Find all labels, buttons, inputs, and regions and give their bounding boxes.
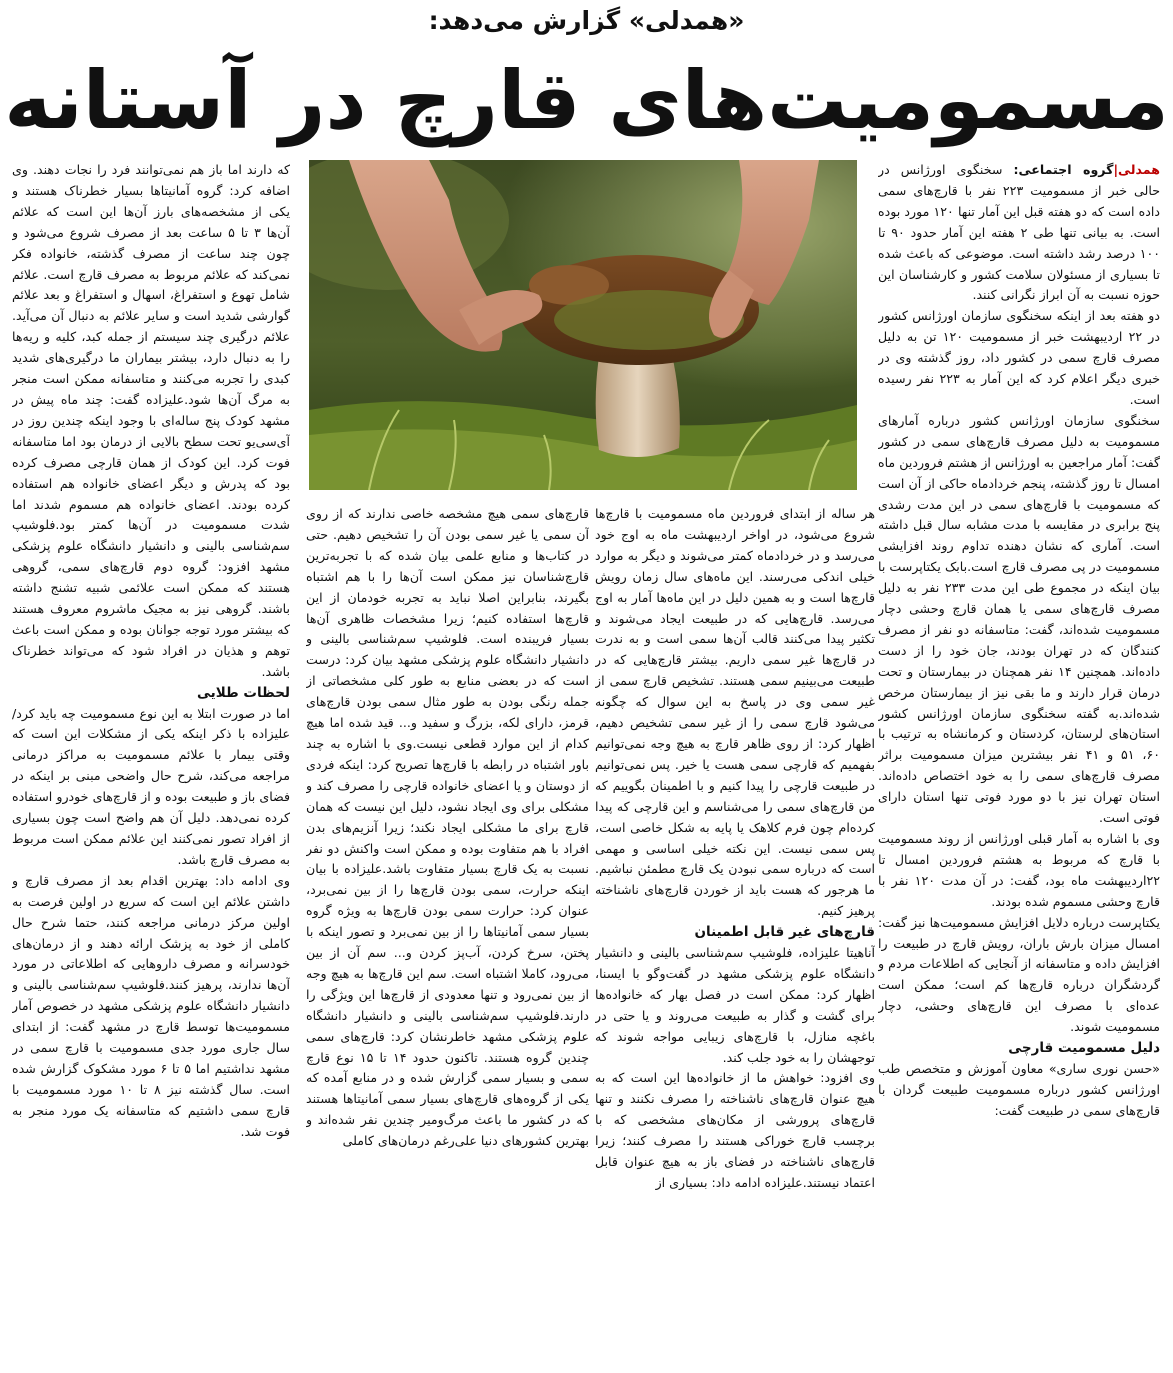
byline-brand: همدلی: [1118, 162, 1160, 177]
paragraph: آناهیتا علیزاده، فلوشیپ سم‌شناسی بالینی و دانشیار دانشگاه علوم پزشکی مشهد در گفت‌وگو با ایسنا، اظهار کرد: ممکن است در فصل بهار که خانواده‌ها برای گشت و گذار به طبیعت می‌روند و یا حتی در باغچه منازل، با قارچ‌های زیبایی مواجه شوند که توجهشان را به خود جلب کند.: [595, 945, 875, 1065]
subheading: لحظات طلایی: [197, 684, 290, 701]
column-4: [12, 160, 290, 1372]
kicker: «همدلی» گزارش می‌دهد:: [428, 6, 745, 35]
paragraph: سخنگوی سازمان اورژانس کشور درباره آمارهای مسمومیت به دلیل مصرف قارچ‌های سمی در کشور گفت: آمار مراجعین به اورژانس از هشتم فروردین ماه امسال تا روز گذشته، پنجم خردادماه حاکی از آن است که مسمومیت با قارچ‌های سمی در این مدت رشدی پنج برابری در مقایسه با مدت مشابه سال قبل داشته است. آماری که نشان دهنده تداوم روند افزایشی مسمومیت در پی مصرف قارچ است.بابک یکتاپرست با بیان اینکه در مجموع طی این مدت ۲۳۳ نفر به دلیل مصرف قارچ‌های سمی یا همان قارچ وحشی دچار مسمومیت شده‌اند، گفت: متاسفانه دو نفر از مصرف کنندگان که در تهران بودند، جان خود را از دست داده‌اند. همچنین ۱۴ نفر همچنان در بیمارستان و تحت درمان قرار دارند و ما بقی نیز از بیمارستان مرخص شده‌اند.به گفته سخنگوی سازمان اورژانس کشور استان‌های لرستان، کردستان و کرمانشاه به ترتیب با ۶۰، ۵۱ و ۴۱ نفر بیشترین میزان مسمومیت براثر مصرف قارچ‌های سمی را به خود اختصاص داده‌اند. استان تهران نیز با دو مورد فوتی تنها استان دارای فوتی است.: [878, 412, 1160, 826]
paragraph: که دارند اما باز هم نمی‌توانند فرد را نجات دهند. وی اضافه کرد: گروه آمانیتاها بسیار خطرناک هستند و یکی از مشخصه‌های بارز آن‌ها این است که علائم آن‌ها ۳ تا ۵ ساعت بعد از مصرف شروع می‌شود و چون چند ساعت از مصرف گذشته، خانواده فکر نمی‌کند که علائم مربوط به مصرف قارچ است. علائم شامل تهوع و استفراغ، اسهال و استفراغ و بعد علائم گوارشی شدید است و سایر علائم به دنبال آن می‌آید. علائم درگیری چند سیستم از جمله کبد، کلیه و ریه‌ها را به دنبال دارد، بیشتر بیماران ما درگیری‌های شدید کبدی را تجربه می‌کنند و متاسفانه ممکن است منجر به مرگ آن‌ها شود.علیزاده گفت: چند ماه پیش در مشهد کودک پنج ساله‌ای با وجود اینکه چندین روز در آی‌سی‌یو تحت سطح بالایی از درمان بود اما متاسفانه فوت کرد. این کودک از همان قارچی مصرف کرده بود که پدرش و دیگر اعضای خانواده هم استفاده کرده بودند. اعضای خانواده هم مسموم شدند اما شدت مسمومیت در آن‌ها کمتر بود.فلوشیپ سم‌شناسی بالینی و دانشیار دانشگاه علوم پزشکی مشهد افزود: گروه دوم قارچ‌های سمی، گروهی هستند که ممکن است علائمی شبیه تشنج داشته باشند. گروهی نیز به مجیک ماشروم معروف هستند که بیشتر مورد توجه جوانان بوده و ممکن است باعث توهم و هذیان در افراد شود که می‌تواند خطرناک باشد.: [12, 162, 290, 679]
paragraph: اما در صورت ابتلا به این نوع مسمومیت چه باید کرد/علیزاده با ذکر اینکه یکی از مشکلات این است که وقتی بیمار با علائم مسمومیت به مراکز درمانی مراجعه می‌کند، شرح حال واضحی مبنی بر اینکه در فضای باز و طبیعت بوده و از قارچ‌های خودرو استفاده کرده نمی‌دهد. دلیل آن هم واضح است چون بسیاری از افراد تصور نمی‌کنند این علائم ممکن است مربوط به مصرف قارچ باشد.: [12, 705, 290, 867]
column-2: [306, 504, 589, 1372]
mushroom-illustration: [309, 160, 857, 490]
paragraph: یکتاپرست درباره دلایل افزایش مسمومیت‌ها نیز گفت: امسال میزان بارش باران، رویش قارچ در طبیعت را افزایش داده و متاسفانه از آنجایی که اطلاعات مردم و گردشگران درباره قارچ‌ها کم است؛ ممکن است عده‌ای با مصرف این قارچ‌های وحشی، دچار مسمومیت شوند.: [878, 914, 1160, 1035]
byline-group: گروه اجتماعی:: [1013, 162, 1114, 177]
subheading: دلیل مسمومیت قارچی: [1008, 1040, 1160, 1057]
lead-paragraph: [878, 160, 1160, 306]
paragraph: قارچ‌های سمی هیچ مشخصه خاصی ندارند که از روی آن سمی یا غیر سمی بودن آن را تشخیص دهیم. حتی در کتاب‌ها و منابع علمی بیان شده که با تجربه‌ترین قارچ‌شناسان نیز ممکن است آن‌ها را با هم اشتباه بگیرند، بنابراین اصلا نباید به تجربه خودمان از این قارچ‌ها استفاده کنیم؛ زیرا مشخصات ظاهری آن‌ها بسیار فریبنده است. فلوشیپ سم‌شناسی بالینی و دانشیار دانشگاه علوم پزشکی مشهد بیان کرد: درست است که در بعضی منابع به طور کلی مشخصاتی از جمله رنگی بودن به طور مثال سمی بودن قارچ‌های قرمز، دارای لکه، بزرگ و سفید و... قید شده اما هیچ کدام از این موارد قطعی نیست.وی با اشاره به چند باور اشتباه در رابطه با قارچ‌ها تصریح کرد: اینکه فردی از دوستان و یا اعضای خانواده قارچی را مصرف کند و مشکلی برای وی ایجاد نشود، دلیل این نیست که همان قارچ برای ما مشکلی ایجاد نکند؛ زیرا آنزیم‌های بدن افراد با هم متفاوت بوده و ممکن است واکنش دو نفر نسبت به یک قارچ بسیار متفاوت باشد.علیزاده با بیان اینکه حرارت، سمی بودن قارچ‌ها را از بین نمی‌برد، عنوان کرد: حرارت سمی بودن قارچ‌ها به ویژه گروه بسیار سمی آمانیتاها را از بین نمی‌برد و تصور اینکه با پختن، سرخ کردن، آب‌پز کردن و... سم آن از بین می‌رود، کاملا اشتباه است. سم این قارچ‌ها به هیچ وجه از بین نمی‌رود و تنها معدودی از قارچ‌ها این ویژگی را دارند.فلوشیپ سم‌شناسی بالینی و دانشیار دانشگاه علوم پزشکی مشهد خاطرنشان کرد: قارچ‌های سمی چندین گروه هستند. تاکنون حدود ۱۴ تا ۱۵ نوع قارچ سمی و بسیار سمی گزارش شده و در منابع آمده که یکی از گروه‌های قارچ‌های بسیار سمی آمانیتاها هستند که در کشور ما باعث مرگ‌ومیر چندین نفر شده‌اند و بهترین کشورهای دنیا علی‌رغم درمان‌های کاملی: [306, 506, 589, 1149]
column-3: [595, 504, 875, 1372]
column-1: [878, 160, 1160, 1372]
paragraph: وی افزود: خواهش ما از خانواده‌ها این است که به هیچ عنوان قارچ‌های ناشناخته را مصرف نکنند و تنها قارچ‌های پرورشی از مکان‌های مشخصی که با برچسب قارچ خوراکی هستند را مصرف کنند؛ زیرا قارچ‌های ناشناخته در فضای باز به هیچ عنوان قابل اعتماد نیستند.علیزاده ادامه داد: بسیاری از: [595, 1070, 875, 1190]
lead-text: سخنگوی اورژانس در حالی خبر از مسمومیت ۲۲۳ نفر با قارچ‌های سمی داده است که دو هفته قبل این آمار تنها ۱۲۰ مورد بوده است. به بیانی تنها طی ۲ هفته این آمار حدود ۹۰ تا ۱۰۰ درصد رشد داشته است. موضوعی که باعث شده تا بسیاری از مسئولان سلامت کشور و کارشناسان این حوزه نسبت به آن ابراز نگرانی کنند.: [878, 162, 1160, 303]
byline-separator: |: [1113, 162, 1119, 177]
headline: مسمومیت‌های قارچ در آستانه: [4, 54, 1169, 147]
subheading: قارچ‌های غیر قابل اطمینان: [694, 924, 875, 941]
paragraph: «حسن نوری ساری» معاون آموزش و متخصص طب اورژانس کشور درباره مسمومیت طبیعت گردان با قارچ‌های سمی در طبیعت گفت:: [878, 1060, 1160, 1118]
paragraph: دو هفته بعد از اینکه سخنگوی سازمان اورژانس کشور در ۲۲ اردیبهشت خبر از مسمومیت ۱۲۰ تن به دلیل مصرف قارچ سمی در کشور داد، روز گذشته وی در خبری دیگر اعلام کرد که این آمار به ۲۲۳ نفر رسیده است.: [878, 308, 1160, 407]
mushroom-photo: [309, 160, 857, 490]
paragraph: وی ادامه داد: بهترین اقدام بعد از مصرف قارچ و داشتن علائم این است که سریع در اولین فرصت به اولین مرکز درمانی مراجعه کنند، حتما شرح حال کاملی از خود به پزشک ارائه دهند و از درمان‌های خودسرانه و مصرف داروهایی که اطلاعاتی در مورد آن‌ها ندارند، پرهیز کنند.فلوشیپ سم‌شناسی بالینی و دانشیار دانشگاه علوم پزشکی مشهد در خصوص آمار مسمومیت‌ها توسط قارچ در مشهد گفت: از ابتدای سال جاری مورد جدی مسمومیت با قارچ سمی در مشهد نداشتیم اما ۵ تا ۶ مورد مشکوک گزارش شده است. سال گذشته نیز ۸ تا ۱۰ مورد مسمومیت با قارچ سمی داشتیم که متاسفانه یک مورد منجر به فوت شد.: [12, 872, 290, 1139]
paragraph: وی با اشاره به آمار قبلی اورژانس از روند مسمومیت با قارچ که مربوط به هشتم فروردین امسال تا ۲۲اردیبهشت ماه بود، گفت: در آن مدت ۱۲۰ نفر با قارچ وحشی مسموم شده بودند.: [878, 831, 1160, 909]
paragraph: هر ساله از ابتدای فروردین ماه مسمومیت با قارچ‌ها شروع می‌شود، در اواخر اردیبهشت ماه به اوج خود می‌رسد و در خردادماه کمتر می‌شوند و دیگر به موارد خیلی اندکی می‌رسند. این ماه‌های سال زمان رویش قارچ‌ها است و به همین دلیل در این ماه‌ها آمار به اوج می‌رسد. قارچ‌هایی که در طبیعت ایجاد می‌شوند و تکثیر پیدا می‌کنند قالب آن‌ها سمی است و به ندرت در قارچ‌ها غیر سمی داریم. بیشتر قارچ‌هایی که در طبیعت می‌بینیم سمی هستند. تشخیص قارچ سمی از غیر سمی وی در پاسخ به این سوال که چگونه می‌شود قارچ سمی را از غیر سمی تشخیص دهیم، اظهار کرد: از روی ظاهر قارچ به هیچ وجه نمی‌توانیم بفهمیم که قارچی سمی هست یا خیر. پس نمی‌توانیم در طبیعت قارچی را پیدا کنیم و با اطمینان بگوییم که من قارچ‌های سمی را می‌شناسم و این قارچی که پیدا کرده‌ام چون فرم کلاهک یا پایه به شکل خاصی است، پس سمی نیست. این نکته خیلی اساسی و مهمی است که درباره سمی نبودن یک قارچ مطمئن نباشیم. ما هرجور که هست باید از خوردن قارچ‌های ناشناخته پرهیز کنیم.: [595, 506, 875, 919]
